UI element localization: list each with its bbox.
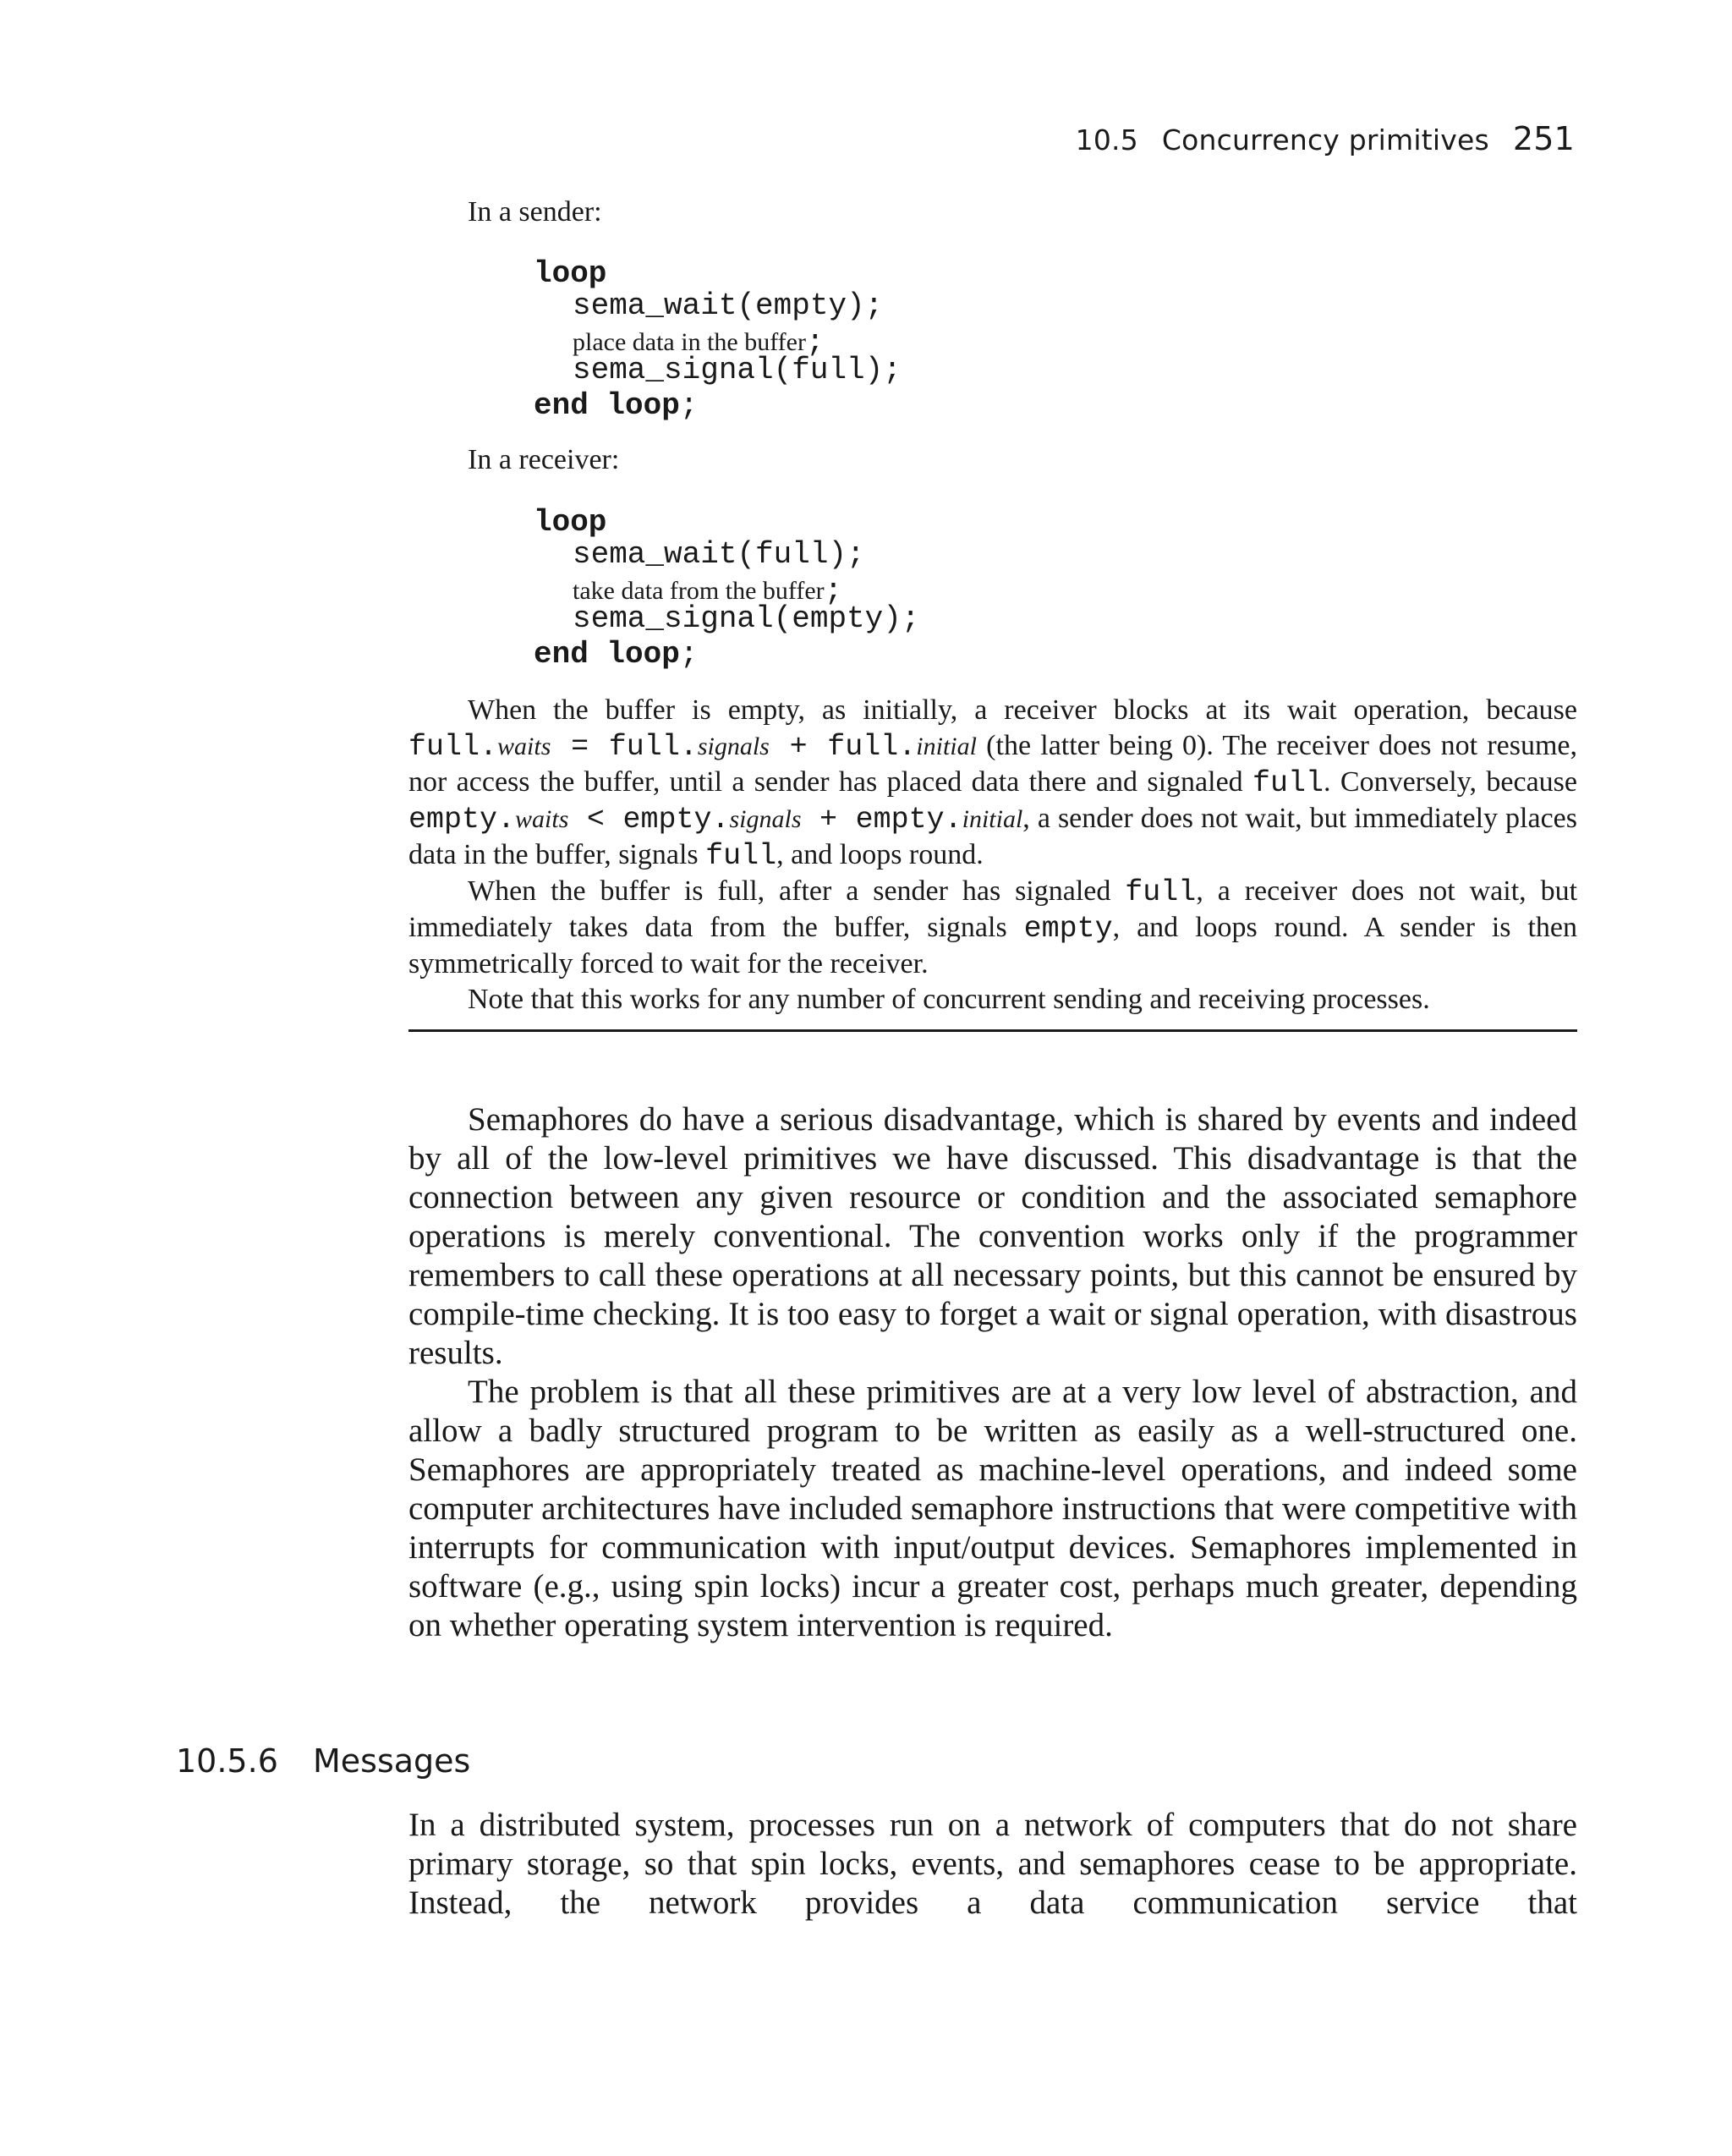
- code-run: full.: [408, 730, 498, 764]
- code-line: sema_wait(empty);: [573, 288, 884, 323]
- code-keyword-end-loop: end loop: [534, 388, 680, 423]
- code-run: + empty.: [801, 803, 962, 837]
- code-semicolon: ;: [824, 573, 843, 608]
- text-run: , a receiver does not wait, but immediately takes data from the buffer, signals: [408, 875, 1578, 943]
- running-head-title: Concurrency primitives: [1161, 123, 1489, 156]
- text-run: , and loops round.: [776, 839, 984, 870]
- code-keyword-end-loop: end loop: [534, 637, 680, 672]
- example-paragraph: Note that this works for any number of concurrent sending and receiving processes.: [468, 984, 1430, 1015]
- code-comment: take data from the buffer: [573, 577, 825, 605]
- example-paragraph: [408, 874, 1577, 982]
- text-run: , and loops round. A sender is then symmetrically forced to wait for the receiver.: [408, 912, 1577, 979]
- italic-run: initial: [962, 805, 1023, 833]
- code-run: + full.: [769, 730, 917, 764]
- code-line: sema_signal(empty);: [573, 601, 920, 636]
- section-title: Messages: [313, 1742, 471, 1780]
- body-paragraph: In a distributed system, processes run on a network of computers that do not share primary storage, so that spin locks, events, and semaphores cease to be appropriate. Instead, the network provides a data communication service that: [408, 1807, 1577, 1921]
- example-end-rule: [408, 1029, 1577, 1032]
- text-run: When the buffer is full, after a sender has signaled: [468, 875, 1126, 907]
- italic-run: initial: [916, 732, 977, 760]
- code-run: = full.: [551, 730, 698, 764]
- code-line: sema_signal(full);: [573, 353, 902, 387]
- code-keyword-loop: loop: [534, 505, 607, 540]
- text-run: . Conversely, because: [1324, 766, 1577, 798]
- body-paragraph: Semaphores do have a serious disadvantage, which is shared by events and indeed by all of the low-level primitives we have discussed. This disadvantage is that the connection between any given resource or condition and the associated semaphore operations is merely conventional. The convention works only if the programmer remembers to call these operations at all necessary points, but this cannot be ensured by compile-time checking. It is too easy to forget a wait or signal operation, with disastrous results.: [408, 1101, 1577, 1371]
- code-end-line: [534, 388, 698, 421]
- code-semicolon: ;: [679, 388, 699, 423]
- section-number: 10.5.6: [176, 1742, 278, 1780]
- text-run: (the latter being 0). The receiver does not resume, nor access the buffer, until a sender has placed data there and signaled: [408, 730, 1578, 798]
- italic-run: waits: [497, 732, 551, 760]
- code-semicolon: ;: [679, 637, 699, 672]
- code-end-line: [534, 637, 698, 670]
- italic-run: signals: [697, 732, 770, 760]
- code-run: full: [1252, 766, 1324, 800]
- code-line: sema_wait(full);: [573, 537, 865, 572]
- example-paragraph: [408, 693, 1577, 874]
- page-number: 251: [1512, 120, 1575, 157]
- body-paragraph: The problem is that all these primitives are at a very low level of abstraction, and allow a badly structured program to be written as easily as a well-structured one. Semaphores are appropriately treated as machine-level operations, and indeed some computer architectures have included semaphore instructions that were competitive with interrupts for communication with input/output devices. Semaphores implemented in software (e.g., using spin locks) incur a greater cost, perhaps much greater, depending on whether operating system intervention is required.: [408, 1374, 1577, 1643]
- text-run: When the buffer is empty, as initially, a receiver blocks at its wait operation, because: [468, 694, 1577, 726]
- code-run: full: [1125, 875, 1197, 909]
- code-run: < empty.: [568, 803, 730, 837]
- italic-run: signals: [729, 805, 802, 833]
- receiver-intro: In a receiver:: [468, 444, 620, 475]
- running-head-section: 10.5: [1075, 123, 1138, 156]
- code-run: empty.: [408, 803, 516, 837]
- italic-run: waits: [515, 805, 569, 833]
- body-text: [408, 1100, 1577, 1645]
- code-keyword-loop: loop: [534, 256, 607, 291]
- sender-intro: In a sender:: [468, 196, 602, 228]
- code-run: empty: [1023, 912, 1113, 946]
- section-heading: [176, 1742, 470, 1780]
- example-explanation: [408, 693, 1577, 1018]
- running-head: [1076, 120, 1575, 157]
- code-run: full: [705, 839, 777, 873]
- section-text: [408, 1806, 1577, 1923]
- text-run: , a sender does not wait, but immediately places data in the buffer, signals: [408, 803, 1578, 870]
- code-semicolon: ;: [805, 325, 825, 359]
- code-comment: place data in the buffer: [573, 328, 806, 356]
